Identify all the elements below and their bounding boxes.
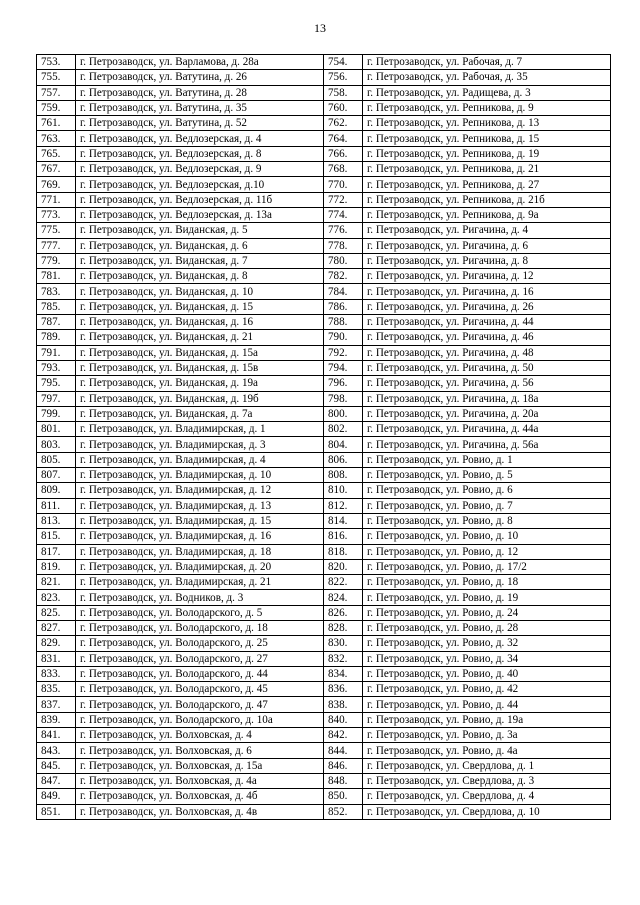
- table-row: [37, 559, 611, 574]
- entry-address: г. Петрозаводск, ул. Репникова, д. 27: [363, 177, 611, 192]
- entry-address: г. Петрозаводск, ул. Свердлова, д. 1: [363, 758, 611, 773]
- entry-number: 791.: [37, 345, 76, 360]
- table-row: [37, 758, 611, 773]
- entry-number: 808.: [324, 468, 363, 483]
- entry-address: г. Петрозаводск, ул. Владимирская, д. 10: [76, 468, 324, 483]
- table-row: [37, 192, 611, 207]
- entry-address: г. Петрозаводск, ул. Репникова, д. 21б: [363, 192, 611, 207]
- entry-number: 818.: [324, 544, 363, 559]
- entry-number: 813.: [37, 513, 76, 528]
- entry-address: г. Петрозаводск, ул. Ровио, д. 7: [363, 498, 611, 513]
- entry-address: г. Петрозаводск, ул. Волховская, д. 4: [76, 728, 324, 743]
- entry-address: г. Петрозаводск, ул. Ровио, д. 32: [363, 636, 611, 651]
- entry-address: г. Петрозаводск, ул. Рабочая, д. 7: [363, 55, 611, 70]
- entry-number: 815.: [37, 529, 76, 544]
- entry-address: г. Петрозаводск, ул. Ригачина, д. 56а: [363, 437, 611, 452]
- entry-number: 778.: [324, 238, 363, 253]
- entry-address: г. Петрозаводск, ул. Ровио, д. 44: [363, 697, 611, 712]
- entry-address: г. Петрозаводск, ул. Володарского, д. 18: [76, 620, 324, 635]
- entry-address: г. Петрозаводск, ул. Ровио, д. 5: [363, 468, 611, 483]
- entry-number: 782.: [324, 269, 363, 284]
- entry-address: г. Петрозаводск, ул. Володарского, д. 44: [76, 666, 324, 681]
- entry-number: 800.: [324, 406, 363, 421]
- entry-address: г. Петрозаводск, ул. Ригачина, д. 8: [363, 253, 611, 268]
- entry-number: 830.: [324, 636, 363, 651]
- entry-address: г. Петрозаводск, ул. Волховская, д. 6: [76, 743, 324, 758]
- entry-address: г. Петрозаводск, ул. Виданская, д. 7: [76, 253, 324, 268]
- entry-number: 764.: [324, 131, 363, 146]
- table-row: [37, 773, 611, 788]
- entry-number: 757.: [37, 85, 76, 100]
- entry-address: г. Петрозаводск, ул. Ведлозерская, д. 8: [76, 146, 324, 161]
- table-row: [37, 544, 611, 559]
- entry-address: г. Петрозаводск, ул. Ровио, д. 3а: [363, 728, 611, 743]
- entry-address: г. Петрозаводск, ул. Ровио, д. 1: [363, 452, 611, 467]
- entry-address: г. Петрозаводск, ул. Ватутина, д. 28: [76, 85, 324, 100]
- entry-number: 759.: [37, 100, 76, 115]
- table-row: [37, 743, 611, 758]
- table-row: [37, 406, 611, 421]
- entry-number: 774.: [324, 207, 363, 222]
- entry-number: 802.: [324, 422, 363, 437]
- entry-address: г. Петрозаводск, ул. Ригачина, д. 26: [363, 299, 611, 314]
- entry-number: 777.: [37, 238, 76, 253]
- entry-number: 795.: [37, 376, 76, 391]
- entry-address: г. Петрозаводск, ул. Виданская, д. 15в: [76, 360, 324, 375]
- entry-address: г. Петрозаводск, ул. Ровио, д. 10: [363, 529, 611, 544]
- table-row: [37, 605, 611, 620]
- entry-address: г. Петрозаводск, ул. Ригачина, д. 56: [363, 376, 611, 391]
- entry-address: г. Петрозаводск, ул. Виданская, д. 6: [76, 238, 324, 253]
- table-row: [37, 651, 611, 666]
- entry-address: г. Петрозаводск, ул. Ригачина, д. 44: [363, 315, 611, 330]
- entry-number: 784.: [324, 284, 363, 299]
- entry-address: г. Петрозаводск, ул. Ригачина, д. 12: [363, 269, 611, 284]
- table-row: [37, 146, 611, 161]
- entry-address: г. Петрозаводск, ул. Виданская, д. 15а: [76, 345, 324, 360]
- entry-number: 824.: [324, 590, 363, 605]
- table-row: [37, 376, 611, 391]
- entry-address: г. Петрозаводск, ул. Ровио, д. 17/2: [363, 559, 611, 574]
- address-table: [36, 54, 611, 820]
- entry-address: г. Петрозаводск, ул. Волховская, д. 4а: [76, 773, 324, 788]
- entry-address: г. Петрозаводск, ул. Ригачина, д. 18а: [363, 391, 611, 406]
- entry-number: 779.: [37, 253, 76, 268]
- table-row: [37, 498, 611, 513]
- entry-address: г. Петрозаводск, ул. Ведлозерская, д.10: [76, 177, 324, 192]
- entry-number: 833.: [37, 666, 76, 681]
- entry-number: 835.: [37, 682, 76, 697]
- entry-address: г. Петрозаводск, ул. Владимирская, д. 13: [76, 498, 324, 513]
- entry-number: 788.: [324, 315, 363, 330]
- entry-number: 822.: [324, 575, 363, 590]
- entry-number: 831.: [37, 651, 76, 666]
- entry-number: 832.: [324, 651, 363, 666]
- entry-address: г. Петрозаводск, ул. Ведлозерская, д. 4: [76, 131, 324, 146]
- entry-number: 781.: [37, 269, 76, 284]
- entry-number: 817.: [37, 544, 76, 559]
- entry-address: г. Петрозаводск, ул. Волховская, д. 4б: [76, 789, 324, 804]
- table-row: [37, 70, 611, 85]
- entry-number: 811.: [37, 498, 76, 513]
- entry-number: 787.: [37, 315, 76, 330]
- entry-number: 825.: [37, 605, 76, 620]
- entry-number: 786.: [324, 299, 363, 314]
- entry-address: г. Петрозаводск, ул. Ригачина, д. 4: [363, 223, 611, 238]
- entry-address: г. Петрозаводск, ул. Ровио, д. 19: [363, 590, 611, 605]
- entry-number: 756.: [324, 70, 363, 85]
- entry-number: 827.: [37, 620, 76, 635]
- entry-number: 805.: [37, 452, 76, 467]
- table-row: [37, 162, 611, 177]
- table-row: [37, 437, 611, 452]
- table-row: [37, 315, 611, 330]
- entry-number: 806.: [324, 452, 363, 467]
- table-row: [37, 207, 611, 222]
- entry-number: 804.: [324, 437, 363, 452]
- table-row: [37, 697, 611, 712]
- entry-number: 826.: [324, 605, 363, 620]
- entry-address: г. Петрозаводск, ул. Ведлозерская, д. 9: [76, 162, 324, 177]
- entry-address: г. Петрозаводск, ул. Ригачина, д. 20а: [363, 406, 611, 421]
- table-row: [37, 55, 611, 70]
- entry-number: 793.: [37, 360, 76, 375]
- entry-number: 780.: [324, 253, 363, 268]
- table-row: [37, 513, 611, 528]
- table-row: [37, 391, 611, 406]
- entry-number: 783.: [37, 284, 76, 299]
- entry-address: г. Петрозаводск, ул. Володарского, д. 5: [76, 605, 324, 620]
- entry-number: 821.: [37, 575, 76, 590]
- entry-number: 820.: [324, 559, 363, 574]
- entry-address: г. Петрозаводск, ул. Володарского, д. 27: [76, 651, 324, 666]
- entry-address: г. Петрозаводск, ул. Ватутина, д. 26: [76, 70, 324, 85]
- table-row: [37, 682, 611, 697]
- entry-address: г. Петрозаводск, ул. Волховская, д. 15а: [76, 758, 324, 773]
- entry-address: г. Петрозаводск, ул. Свердлова, д. 3: [363, 773, 611, 788]
- entry-address: г. Петрозаводск, ул. Ригачина, д. 44а: [363, 422, 611, 437]
- entry-number: 768.: [324, 162, 363, 177]
- entry-number: 843.: [37, 743, 76, 758]
- entry-address: г. Петрозаводск, ул. Виданская, д. 16: [76, 315, 324, 330]
- entry-address: г. Петрозаводск, ул. Репникова, д. 21: [363, 162, 611, 177]
- entry-address: г. Петрозаводск, ул. Свердлова, д. 4: [363, 789, 611, 804]
- entry-address: г. Петрозаводск, ул. Ватутина, д. 52: [76, 116, 324, 131]
- entry-address: г. Петрозаводск, ул. Ведлозерская, д. 11б: [76, 192, 324, 207]
- entry-address: г. Петрозаводск, ул. Владимирская, д. 20: [76, 559, 324, 574]
- entry-address: г. Петрозаводск, ул. Ведлозерская, д. 13а: [76, 207, 324, 222]
- entry-address: г. Петрозаводск, ул. Владимирская, д. 16: [76, 529, 324, 544]
- entry-address: г. Петрозаводск, ул. Ригачина, д. 50: [363, 360, 611, 375]
- table-row: [37, 422, 611, 437]
- entry-address: г. Петрозаводск, ул. Владимирская, д. 1: [76, 422, 324, 437]
- entry-number: 797.: [37, 391, 76, 406]
- table-row: [37, 253, 611, 268]
- entry-address: г. Петрозаводск, ул. Володарского, д. 10а: [76, 712, 324, 727]
- entry-number: 798.: [324, 391, 363, 406]
- entry-address: г. Петрозаводск, ул. Репникова, д. 9а: [363, 207, 611, 222]
- table-row: [37, 131, 611, 146]
- entry-address: г. Петрозаводск, ул. Ригачина, д. 46: [363, 330, 611, 345]
- entry-number: 769.: [37, 177, 76, 192]
- table-row: [37, 360, 611, 375]
- entry-number: 754.: [324, 55, 363, 70]
- entry-number: 807.: [37, 468, 76, 483]
- entry-number: 770.: [324, 177, 363, 192]
- table-row: [37, 468, 611, 483]
- entry-number: 785.: [37, 299, 76, 314]
- table-row: [37, 330, 611, 345]
- entry-number: 790.: [324, 330, 363, 345]
- entry-address: г. Петрозаводск, ул. Виданская, д. 8: [76, 269, 324, 284]
- entry-address: г. Петрозаводск, ул. Виданская, д. 10: [76, 284, 324, 299]
- entry-number: 844.: [324, 743, 363, 758]
- entry-number: 852.: [324, 804, 363, 819]
- entry-address: г. Петрозаводск, ул. Володарского, д. 47: [76, 697, 324, 712]
- entry-address: г. Петрозаводск, ул. Радищева, д. 3: [363, 85, 611, 100]
- entry-number: 814.: [324, 513, 363, 528]
- table-row: [37, 728, 611, 743]
- entry-number: 789.: [37, 330, 76, 345]
- table-row: [37, 299, 611, 314]
- entry-number: 794.: [324, 360, 363, 375]
- table-row: [37, 636, 611, 651]
- entry-address: г. Петрозаводск, ул. Свердлова, д. 10: [363, 804, 611, 819]
- entry-number: 836.: [324, 682, 363, 697]
- entry-address: г. Петрозаводск, ул. Володарского, д. 45: [76, 682, 324, 697]
- entry-address: г. Петрозаводск, ул. Виданская, д. 21: [76, 330, 324, 345]
- entry-number: 765.: [37, 146, 76, 161]
- entry-address: г. Петрозаводск, ул. Ровио, д. 19а: [363, 712, 611, 727]
- entry-address: г. Петрозаводск, ул. Виданская, д. 19а: [76, 376, 324, 391]
- entry-address: г. Петрозаводск, ул. Репникова, д. 15: [363, 131, 611, 146]
- entry-number: 837.: [37, 697, 76, 712]
- table-row: [37, 223, 611, 238]
- entry-address: г. Петрозаводск, ул. Ровио, д. 12: [363, 544, 611, 559]
- entry-number: 842.: [324, 728, 363, 743]
- entry-number: 763.: [37, 131, 76, 146]
- entry-number: 775.: [37, 223, 76, 238]
- entry-number: 840.: [324, 712, 363, 727]
- entry-address: г. Петрозаводск, ул. Ровио, д. 8: [363, 513, 611, 528]
- entry-number: 839.: [37, 712, 76, 727]
- table-row: [37, 789, 611, 804]
- entry-number: 841.: [37, 728, 76, 743]
- entry-address: г. Петрозаводск, ул. Ровио, д. 6: [363, 483, 611, 498]
- table-row: [37, 269, 611, 284]
- entry-number: 828.: [324, 620, 363, 635]
- entry-number: 803.: [37, 437, 76, 452]
- table-row: [37, 666, 611, 681]
- entry-address: г. Петрозаводск, ул. Виданская, д. 5: [76, 223, 324, 238]
- entry-number: 849.: [37, 789, 76, 804]
- entry-number: 762.: [324, 116, 363, 131]
- table-row: [37, 85, 611, 100]
- entry-address: г. Петрозаводск, ул. Ригачина, д. 6: [363, 238, 611, 253]
- table-row: [37, 238, 611, 253]
- entry-number: 816.: [324, 529, 363, 544]
- entry-number: 776.: [324, 223, 363, 238]
- table-row: [37, 804, 611, 819]
- entry-address: г. Петрозаводск, ул. Владимирская, д. 15: [76, 513, 324, 528]
- entry-address: г. Петрозаводск, ул. Ровио, д. 24: [363, 605, 611, 620]
- entry-address: г. Петрозаводск, ул. Варламова, д. 28а: [76, 55, 324, 70]
- table-row: [37, 100, 611, 115]
- entry-address: г. Петрозаводск, ул. Виданская, д. 7а: [76, 406, 324, 421]
- table-row: [37, 575, 611, 590]
- entry-address: г. Петрозаводск, ул. Виданская, д. 15: [76, 299, 324, 314]
- entry-address: г. Петрозаводск, ул. Володарского, д. 25: [76, 636, 324, 651]
- entry-number: 799.: [37, 406, 76, 421]
- entry-number: 845.: [37, 758, 76, 773]
- entry-number: 772.: [324, 192, 363, 207]
- entry-number: 773.: [37, 207, 76, 222]
- entry-address: г. Петрозаводск, ул. Ровио, д. 40: [363, 666, 611, 681]
- entry-address: г. Петрозаводск, ул. Репникова, д. 19: [363, 146, 611, 161]
- entry-number: 758.: [324, 85, 363, 100]
- page-number: 13: [314, 21, 326, 35]
- entry-address: г. Петрозаводск, ул. Владимирская, д. 3: [76, 437, 324, 452]
- entry-number: 760.: [324, 100, 363, 115]
- entry-address: г. Петрозаводск, ул. Владимирская, д. 12: [76, 483, 324, 498]
- entry-number: 848.: [324, 773, 363, 788]
- entry-number: 829.: [37, 636, 76, 651]
- entry-number: 819.: [37, 559, 76, 574]
- entry-address: г. Петрозаводск, ул. Ригачина, д. 16: [363, 284, 611, 299]
- table-row: [37, 452, 611, 467]
- entry-address: г. Петрозаводск, ул. Виданская, д. 19б: [76, 391, 324, 406]
- entry-address: г. Петрозаводск, ул. Ровио, д. 42: [363, 682, 611, 697]
- entry-address: г. Петрозаводск, ул. Водников, д. 3: [76, 590, 324, 605]
- entry-number: 851.: [37, 804, 76, 819]
- entry-number: 796.: [324, 376, 363, 391]
- entry-number: 809.: [37, 483, 76, 498]
- entry-address: г. Петрозаводск, ул. Владимирская, д. 4: [76, 452, 324, 467]
- table-row: [37, 590, 611, 605]
- entry-number: 823.: [37, 590, 76, 605]
- entry-address: г. Петрозаводск, ул. Ватутина, д. 35: [76, 100, 324, 115]
- entry-number: 847.: [37, 773, 76, 788]
- entry-number: 846.: [324, 758, 363, 773]
- entry-number: 850.: [324, 789, 363, 804]
- entry-number: 801.: [37, 422, 76, 437]
- table-row: [37, 483, 611, 498]
- entry-number: 767.: [37, 162, 76, 177]
- entry-number: 771.: [37, 192, 76, 207]
- entry-number: 834.: [324, 666, 363, 681]
- entry-address: г. Петрозаводск, ул. Ровио, д. 34: [363, 651, 611, 666]
- entry-number: 761.: [37, 116, 76, 131]
- entry-address: г. Петрозаводск, ул. Ровио, д. 4а: [363, 743, 611, 758]
- entry-number: 766.: [324, 146, 363, 161]
- entry-address: г. Петрозаводск, ул. Владимирская, д. 21: [76, 575, 324, 590]
- entry-address: г. Петрозаводск, ул. Ровио, д. 18: [363, 575, 611, 590]
- table-row: [37, 620, 611, 635]
- entry-number: 792.: [324, 345, 363, 360]
- entry-address: г. Петрозаводск, ул. Ригачина, д. 48: [363, 345, 611, 360]
- table-row: [37, 529, 611, 544]
- entry-number: 838.: [324, 697, 363, 712]
- table-row: [37, 177, 611, 192]
- entry-address: г. Петрозаводск, ул. Владимирская, д. 18: [76, 544, 324, 559]
- table-row: [37, 284, 611, 299]
- entry-number: 753.: [37, 55, 76, 70]
- entry-number: 810.: [324, 483, 363, 498]
- table-row: [37, 345, 611, 360]
- entry-address: г. Петрозаводск, ул. Волховская, д. 4в: [76, 804, 324, 819]
- table-row: [37, 116, 611, 131]
- entry-address: г. Петрозаводск, ул. Рабочая, д. 35: [363, 70, 611, 85]
- entry-number: 812.: [324, 498, 363, 513]
- entry-address: г. Петрозаводск, ул. Ровио, д. 28: [363, 620, 611, 635]
- entry-address: г. Петрозаводск, ул. Репникова, д. 13: [363, 116, 611, 131]
- entry-number: 755.: [37, 70, 76, 85]
- entry-address: г. Петрозаводск, ул. Репникова, д. 9: [363, 100, 611, 115]
- address-table-body: [37, 55, 611, 820]
- table-row: [37, 712, 611, 727]
